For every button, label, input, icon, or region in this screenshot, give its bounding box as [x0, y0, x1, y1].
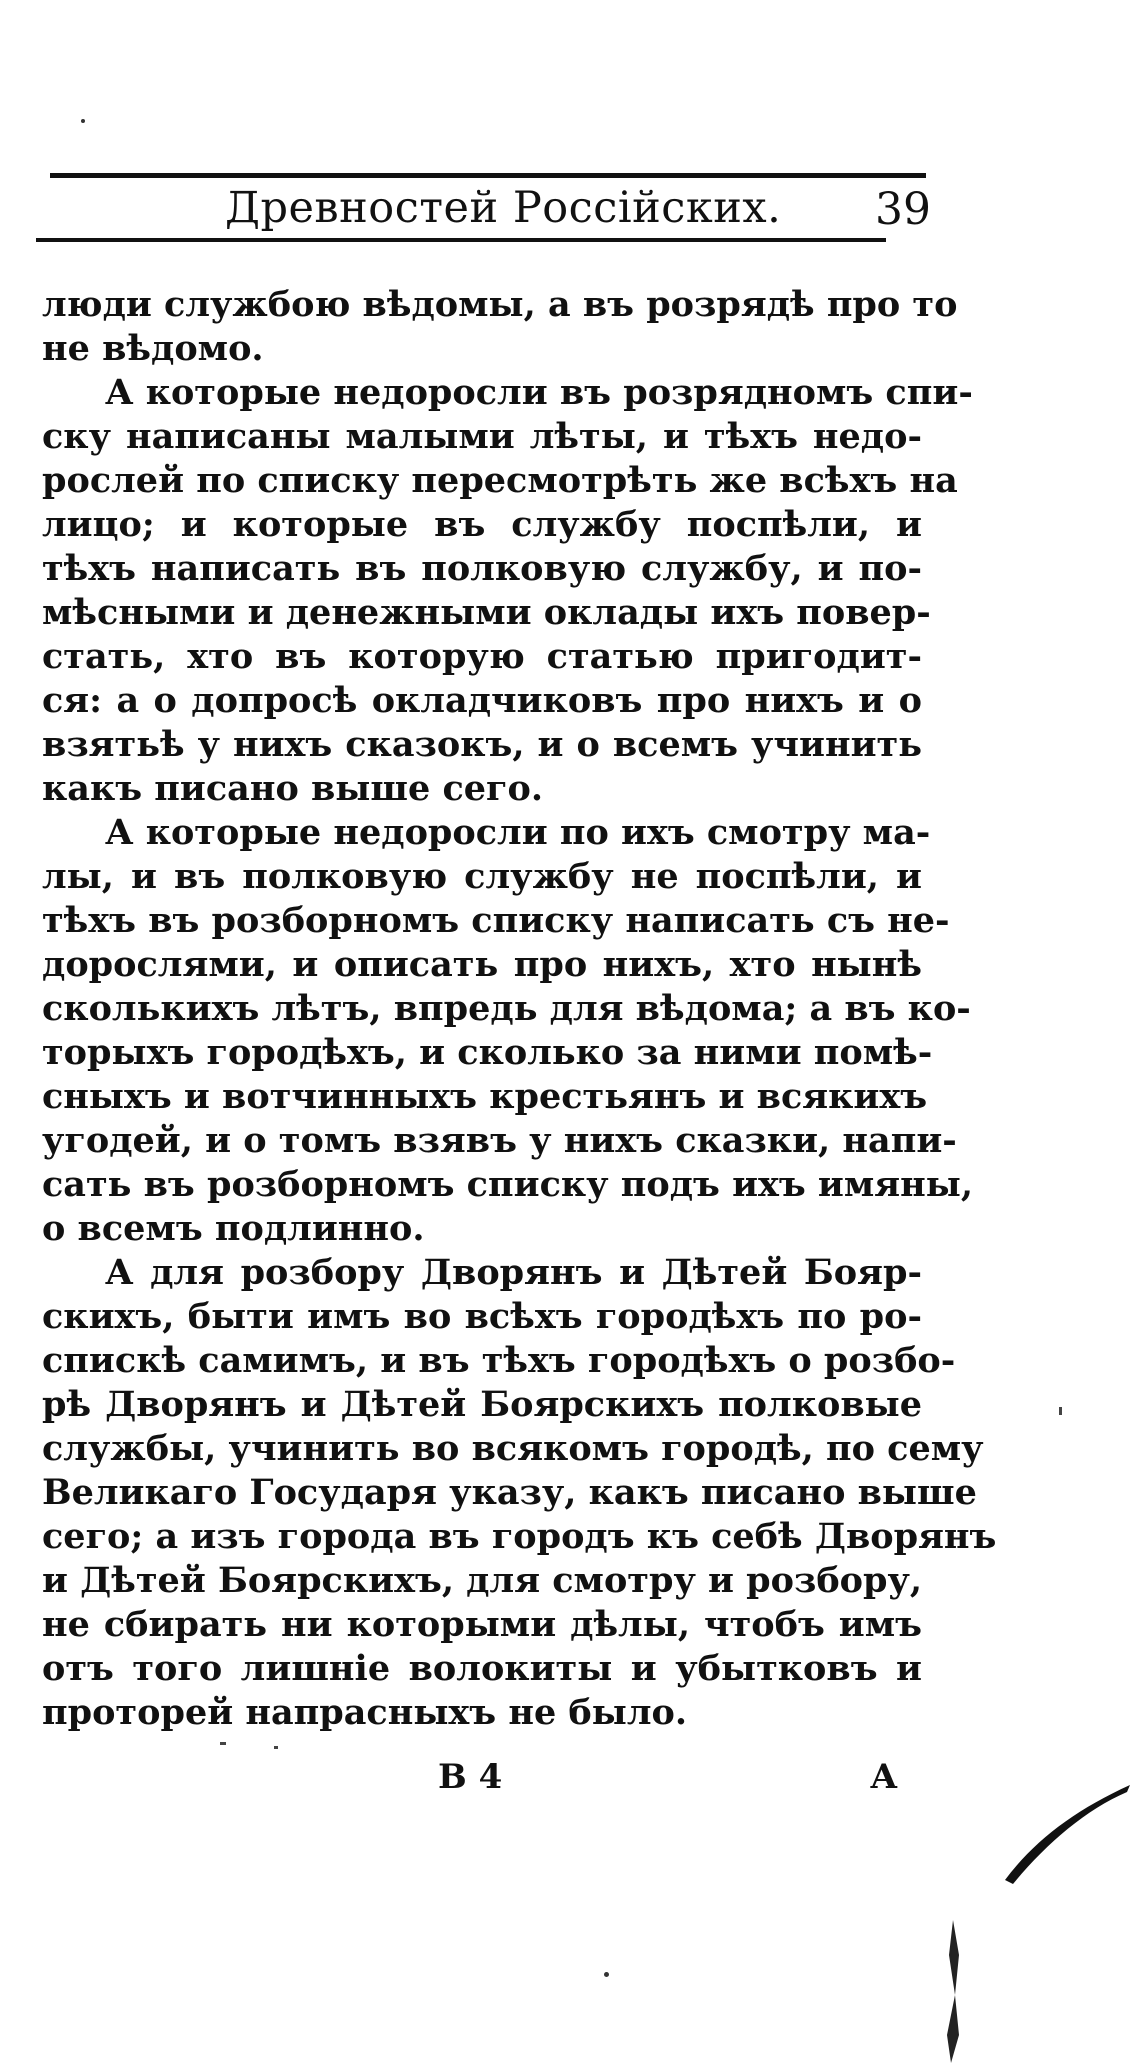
- text-line: А которые недоросли въ розрядномъ спи-: [105, 372, 973, 413]
- speck-mark: [604, 1972, 609, 1977]
- paragraph: [42, 283, 958, 371]
- text-line: дорослями, и описать про нихъ, хто нынѣ: [42, 944, 922, 985]
- text-line: сколькихъ лѣтъ, впредь для вѣдома; а въ ко-: [42, 988, 971, 1029]
- text-line: угодей, и о томъ взявъ у нихъ сказки, напи-: [42, 1120, 957, 1161]
- text-line: сать въ розборномъ списку подъ ихъ имяны,: [42, 1164, 974, 1205]
- text-line: А для розбору Дворянъ и Дѣтей Бояр-: [105, 1252, 922, 1293]
- text-line: стать, хто въ которую статью пригодит-: [42, 636, 922, 677]
- header-rule-bottom: [36, 238, 886, 242]
- text-line: о всемъ подлинно.: [42, 1208, 425, 1249]
- text-line: отъ того лишніе волокиты и убытковъ и: [42, 1648, 922, 1689]
- speck-mark: [81, 119, 85, 123]
- running-head: Древностей Россійских.: [225, 183, 782, 233]
- text-line: люди службою вѣдомы, а въ розрядѣ про то: [42, 284, 958, 325]
- text-line: тѣхъ въ розборномъ списку написать съ не-: [42, 900, 950, 941]
- text-line: службы, учинить во всякомъ городѣ, по сему: [42, 1428, 984, 1469]
- text-line: торыхъ городѣхъ, и сколько за ними помѣ-: [42, 1032, 933, 1073]
- body-text: [42, 283, 997, 1735]
- speck-mark: [220, 1742, 226, 1745]
- paragraph: [42, 811, 974, 1251]
- text-line: сего; а изъ города въ городъ къ себѣ Дворянъ: [42, 1516, 997, 1557]
- speck-mark: [274, 1746, 278, 1749]
- text-line: не вѣдомо.: [42, 328, 264, 369]
- catchword: А: [870, 1757, 898, 1797]
- text-line: сныхъ и вотчинныхъ крестьянъ и всякихъ: [42, 1076, 928, 1117]
- text-line: рѣ Дворянъ и Дѣтей Боярскихъ полковые: [42, 1384, 922, 1425]
- text-line: ся: а о допросѣ окладчиковъ про нихъ и о: [42, 680, 922, 721]
- edge-stain-mark: [935, 1915, 965, 2065]
- text-line: ску написаны малыми лѣты, и тѣхъ недо-: [42, 416, 922, 457]
- speck-mark: [1059, 1407, 1062, 1415]
- text-line: А которые недоросли по ихъ смотру ма-: [105, 812, 931, 853]
- paragraph: [42, 371, 973, 811]
- text-line: какъ писано выше сего.: [42, 768, 544, 809]
- text-line: Великаго Государя указу, какъ писано выше: [42, 1472, 977, 1513]
- text-line: лы, и въ полковую службу не поспѣли, и: [42, 856, 922, 897]
- page-number: 39: [875, 184, 931, 235]
- text-line: скихъ, быти имъ во всѣхъ городѣхъ по ро-: [42, 1296, 922, 1337]
- ink-stroke-mark: [995, 1780, 1135, 1890]
- signature-mark: B 4: [438, 1757, 503, 1797]
- text-line: рослей по списку пересмотрѣть же всѣхъ на: [42, 460, 958, 501]
- text-line: взятьѣ у нихъ сказокъ, и о всемъ учинить: [42, 724, 922, 765]
- text-line: проторей напрасныхъ не было.: [42, 1692, 688, 1733]
- text-line: спискѣ самимъ, и въ тѣхъ городѣхъ о розбо-: [42, 1340, 956, 1381]
- text-line: лицо; и которые въ службу поспѣли, и: [42, 504, 922, 545]
- text-line: мѣсными и денежными оклады ихъ повер-: [42, 592, 931, 633]
- paragraph: [42, 1251, 997, 1735]
- text-line: и Дѣтей Боярскихъ, для смотру и розбору,: [42, 1560, 923, 1601]
- text-line: тѣхъ написать въ полковую службу, и по-: [42, 548, 922, 589]
- text-line: не сбирать ни которыми дѣлы, чтобъ имъ: [42, 1604, 922, 1645]
